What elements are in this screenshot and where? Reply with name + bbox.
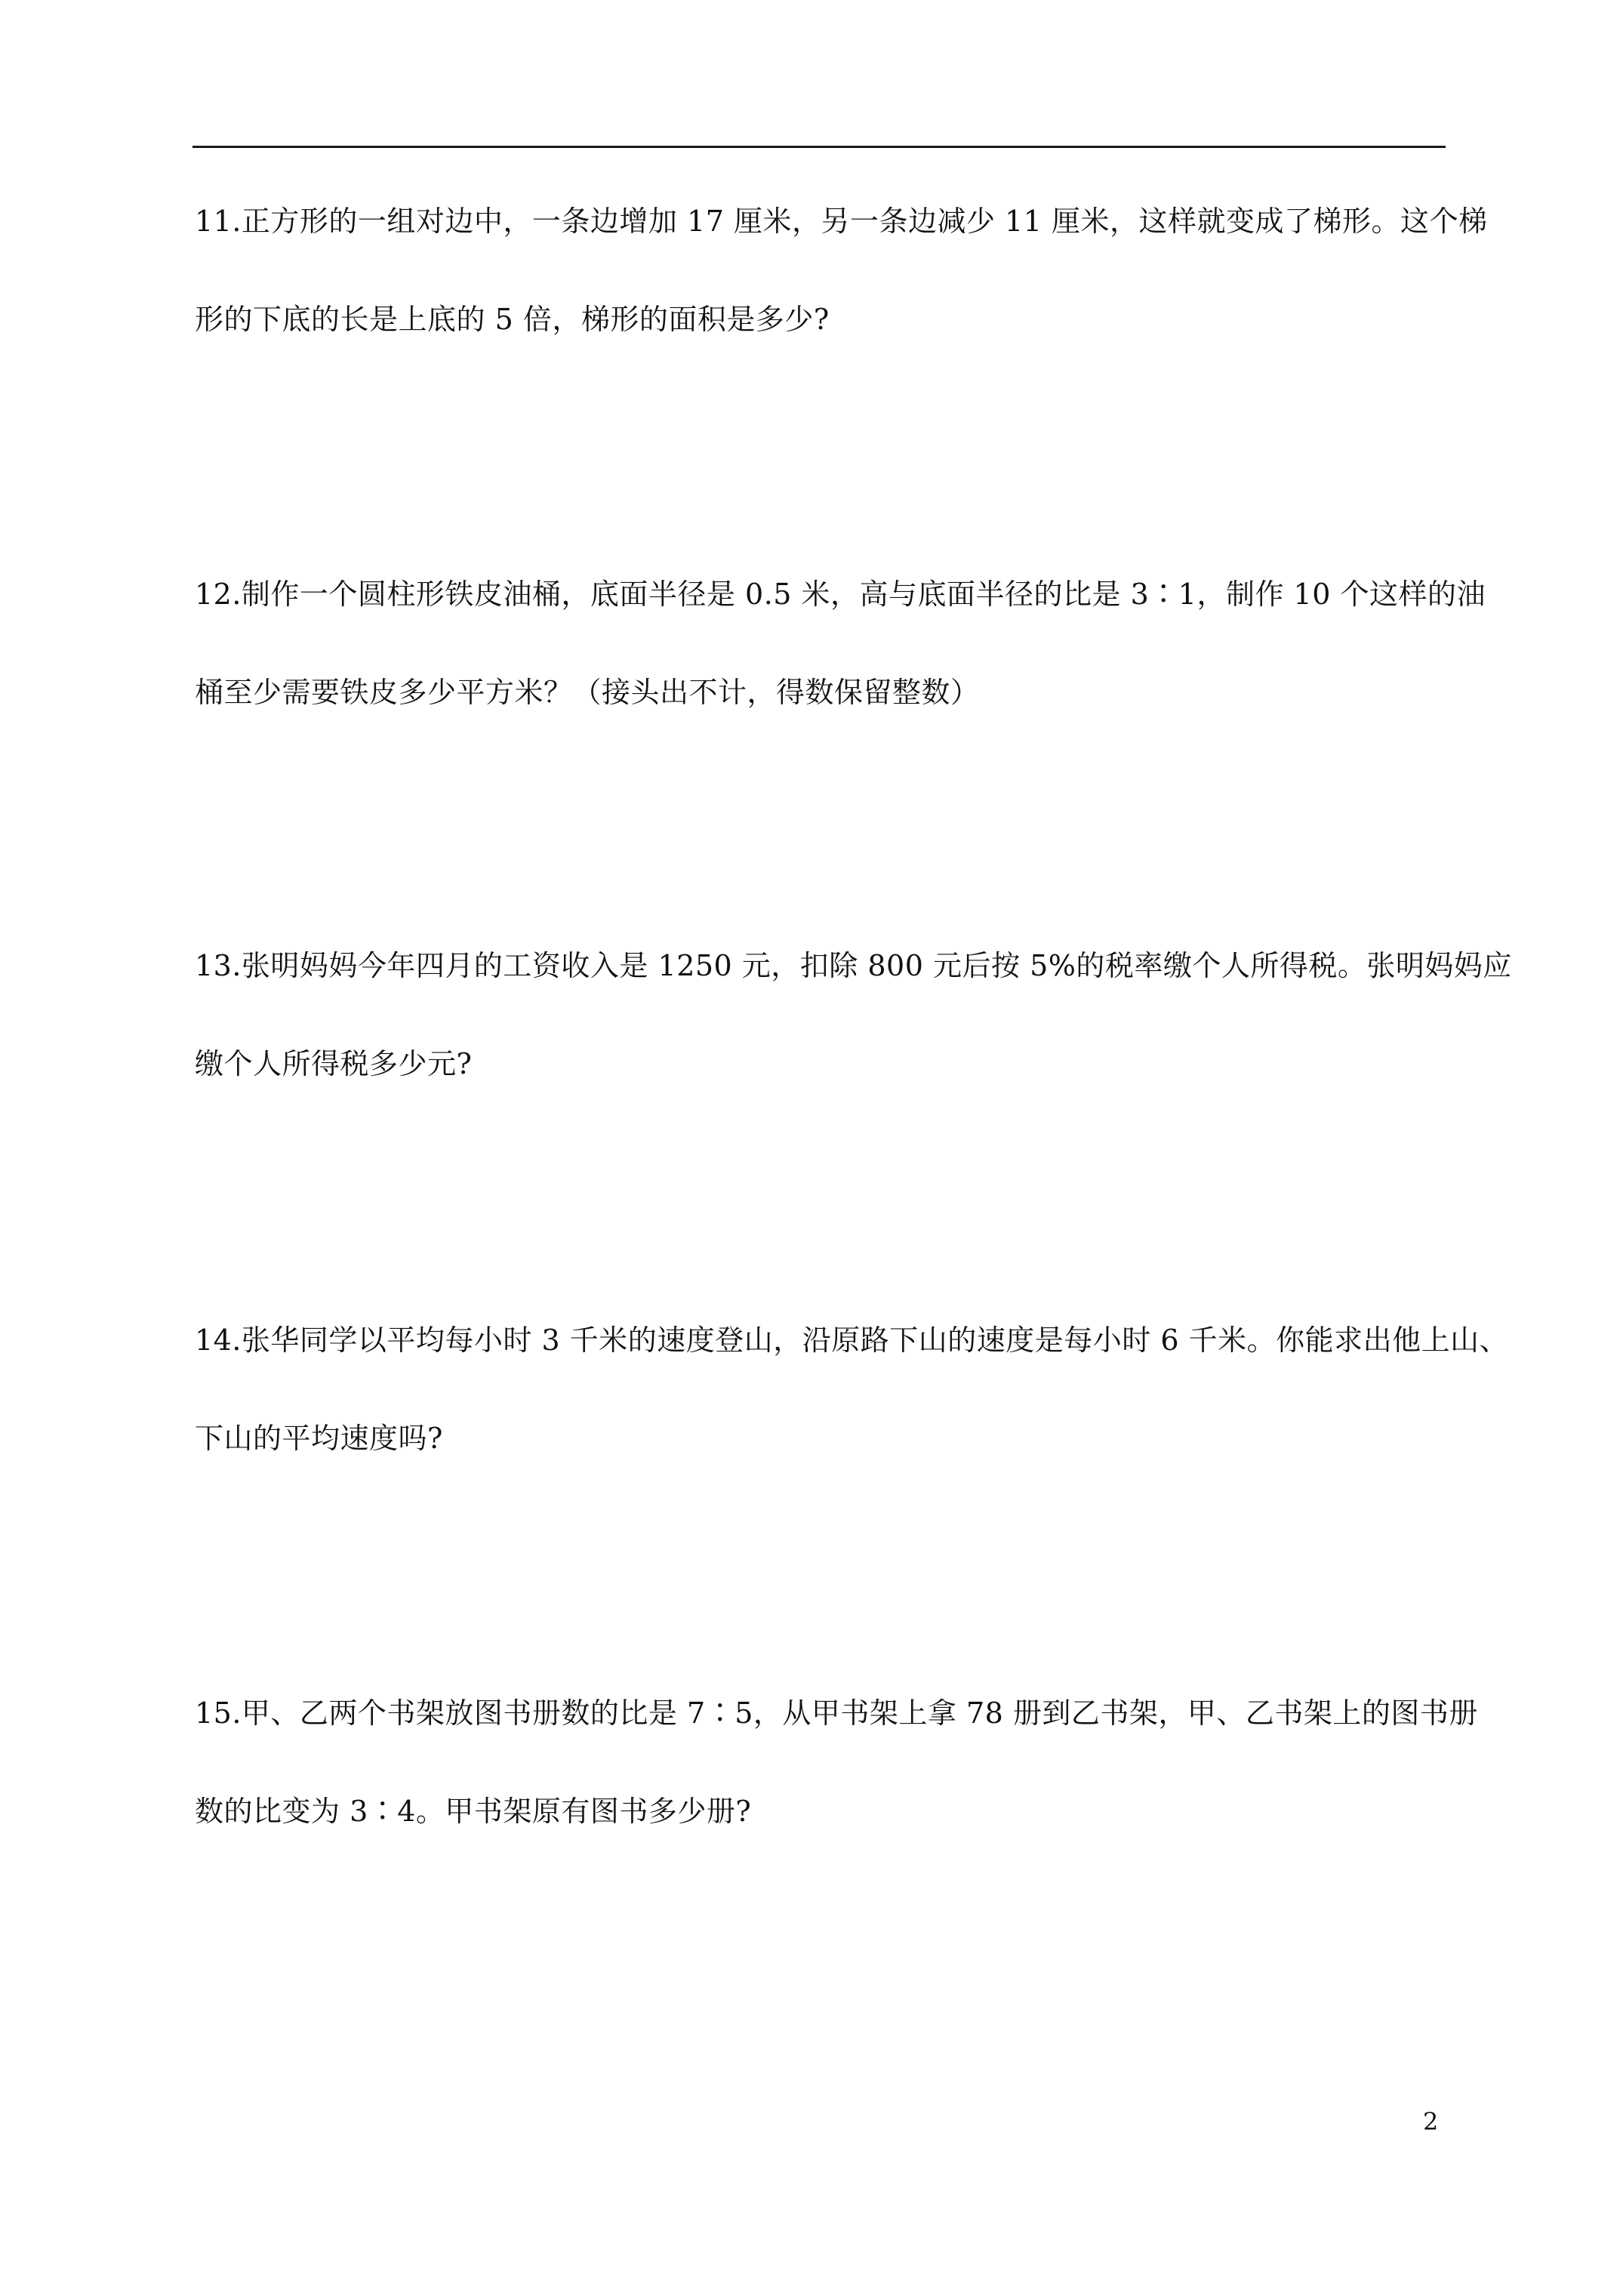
question-line: 形的下底的长是上底的 5 倍，梯形的面积是多少? (195, 303, 830, 336)
question-line: 缴个人所得税多少元? (195, 1047, 473, 1080)
question-line: 15.甲、乙两个书架放图书册数的比是 7∶5，从甲书架上拿 78 册到乙书架，甲、乙书架上的图书册 (195, 1697, 1478, 1730)
question-line: 14.张华同学以平均每小时 3 千米的速度登山，沿原路下山的速度是每小时 6 千米。你能求出他上山、 (195, 1324, 1509, 1357)
page-number: 2 (1423, 2107, 1439, 2136)
question-line: 数的比变为 3∶4。甲书架原有图书多少册? (195, 1795, 752, 1828)
question-11 (195, 172, 1488, 368)
question-line: 13.张明妈妈今年四月的工资收入是 1250 元，扣除 800 元后按 5%的税率缴个人所得税。张明妈妈应 (195, 949, 1512, 982)
question-13 (195, 917, 1512, 1113)
header-rule (192, 146, 1446, 148)
question-line: 11.正方形的一组对边中，一条边增加 17 厘米，另一条边减少 11 厘米，这样就变成了梯形。这个梯 (195, 205, 1488, 238)
question-12 (195, 545, 1486, 741)
question-line: 桶至少需要铁皮多少平方米？（接头出不计，得数保留整数） (195, 676, 980, 709)
question-14 (195, 1291, 1509, 1487)
question-15 (195, 1664, 1478, 1860)
question-line: 12.制作一个圆柱形铁皮油桶，底面半径是 0.5 米，高与底面半径的比是 3∶1，制作 10 个这样的油 (195, 578, 1486, 611)
question-line: 下山的平均速度吗? (195, 1422, 443, 1455)
